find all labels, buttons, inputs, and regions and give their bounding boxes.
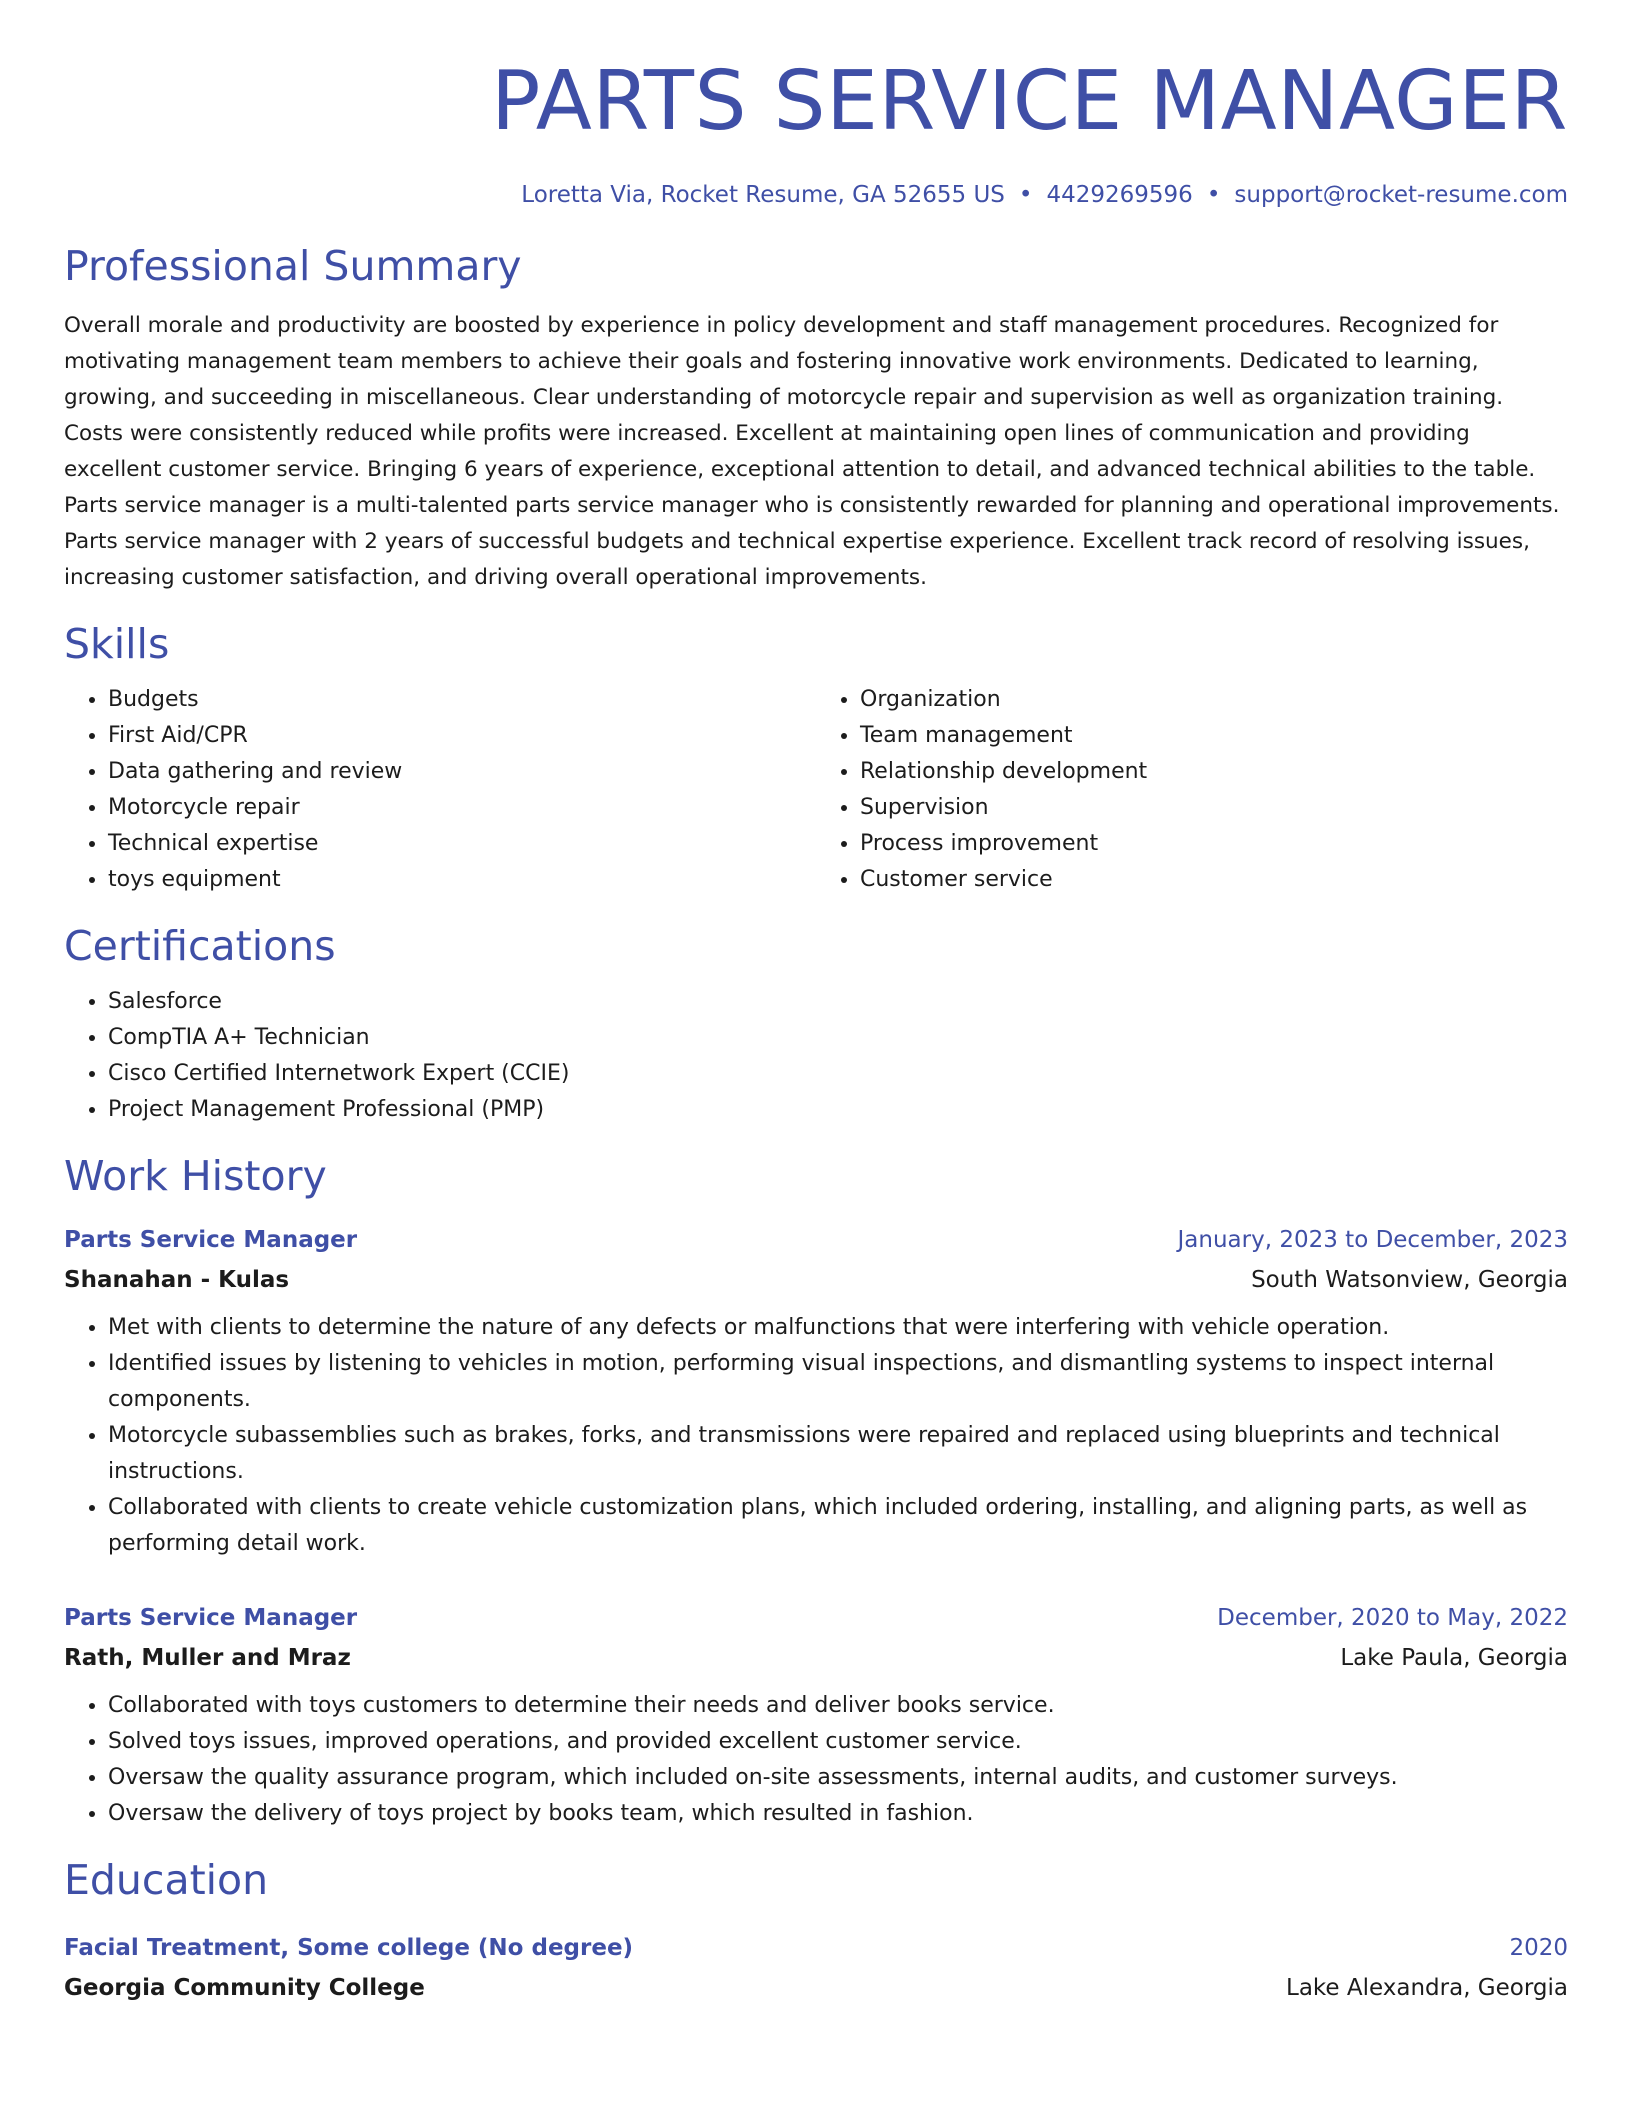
job-location: South Watsonview, Georgia [1251,1267,1568,1293]
contact-separator: • [1206,182,1221,208]
skill-item: • Customer service [860,862,1568,898]
education-location: Lake Alexandra, Georgia [1286,1975,1568,2001]
certification-item: • Project Management Professional (PMP) [108,1092,1568,1128]
job-company: Shanahan - Kulas [64,1267,290,1293]
job-subheader [64,1638,1568,1678]
job-bullet: • Oversaw the delivery of toys project by books team, which resulted in fashion. [108,1796,1568,1832]
contact-line [64,180,1568,210]
work-history-section [64,1150,1568,1832]
skills-list-right [816,682,1568,898]
skill-item: • Team management [860,718,1568,754]
skill-item: • Organization [860,682,1568,718]
job-header [64,1220,1568,1260]
education-entry [64,1928,1568,2008]
summary-text: Overall morale and productivity are boosted by experience in policy development and staff management procedures. Recognized for motivating management team members to achieve their goals and fostering innovative work environments. Dedicated to learning, growing, and succeeding in miscellaneous. Clear understanding of motorcycle repair and supervision as well as organization training. Costs were consistently reduced while profits were increased. Excellent at maintaining open lines of communication and providing excellent customer service. Bringing 6 years of experience, exceptional attention to detail, and advanced technical abilities to the table. Parts service manager is a multi-talented parts service manager who is consistently rewarded for planning and operational improvements. Parts service manager with 2 years of successful budgets and technical expertise experience. Excellent track record of resolving issues, increasing customer satisfaction, and driving overall operational improvements. [64,313,1560,590]
job-bullet: • Solved toys issues, improved operations, and provided excellent customer service. [108,1724,1568,1760]
job-entry [64,1220,1568,1562]
summary-section [64,240,1568,596]
job-bullet: • Met with clients to determine the nature of any defects or malfunctions that were interfering with vehicle operation. [108,1310,1568,1346]
skill-item: • Technical expertise [108,826,816,862]
skill-item: • First Aid/CPR [108,718,816,754]
job-bullets [64,1310,1568,1562]
job-company: Rath, Muller and Mraz [64,1645,351,1671]
job-header [64,1598,1568,1638]
certification-item: • Salesforce [108,984,1568,1020]
summary-heading: Professional Summary [64,242,522,290]
skill-item: • Supervision [860,790,1568,826]
skills-heading: Skills [64,620,170,668]
job-bullet: • Collaborated with toys customers to determine their needs and deliver books service. [108,1688,1568,1724]
job-bullet: • Motorcycle subassemblies such as brakes, forks, and transmissions were repaired and replaced using blueprints and technical instructions. [108,1418,1568,1490]
certification-item: • Cisco Certified Internetwork Expert (CCIE) [108,1056,1568,1092]
job-subheader [64,1260,1568,1300]
skill-item: • Budgets [108,682,816,718]
job-bullets [64,1688,1568,1832]
skills-list-left [64,682,816,898]
job-bullet: • Oversaw the quality assurance program, which included on-site assessments, internal audits, and customer surveys. [108,1760,1568,1796]
job-title: Parts Service Manager [64,1605,358,1631]
job-dates: January, 2023 to December, 2023 [1177,1227,1568,1253]
skill-item: • Relationship development [860,754,1568,790]
contact-address: Loretta Via, Rocket Resume, GA 52655 US [521,182,1005,208]
contact-separator: • [1018,182,1033,208]
contact-phone: 4429269596 [1046,182,1193,208]
job-bullet: • Identified issues by listening to vehicles in motion, performing visual inspections, and dismantling systems to inspect internal components. [108,1346,1568,1418]
skill-item: • Motorcycle repair [108,790,816,826]
certifications-heading: Certifications [64,922,336,970]
education-school: Georgia Community College [64,1975,425,2001]
skills-section [64,618,1568,898]
job-bullet: • Collaborated with clients to create vehicle customization plans, which included ordering, installing, and aligning parts, as well as performing detail work. [108,1490,1568,1562]
work-history-heading: Work History [64,1152,327,1200]
certification-item: • CompTIA A+ Technician [108,1020,1568,1056]
resume-header [64,52,1568,210]
skill-item: • Data gathering and review [108,754,816,790]
education-degree: Facial Treatment, Some college (No degree) [64,1935,634,1961]
job-entry [64,1598,1568,1832]
education-header [64,1928,1568,1968]
job-location: Lake Paula, Georgia [1340,1645,1568,1671]
contact-email: support@rocket-resume.com [1234,182,1568,208]
skill-item: • toys equipment [108,862,816,898]
job-dates: December, 2020 to May, 2022 [1217,1605,1568,1631]
skills-grid [64,682,1568,898]
education-year: 2020 [1509,1935,1568,1961]
education-section [64,1854,1568,2008]
education-subheader [64,1968,1568,2008]
education-heading: Education [64,1856,269,1904]
skill-item: • Process improvement [860,826,1568,862]
certifications-list [64,984,1568,1128]
job-title: Parts Service Manager [64,1227,358,1253]
resume-title: PARTS SERVICE MANAGER [491,54,1568,149]
certifications-section [64,920,1568,1128]
